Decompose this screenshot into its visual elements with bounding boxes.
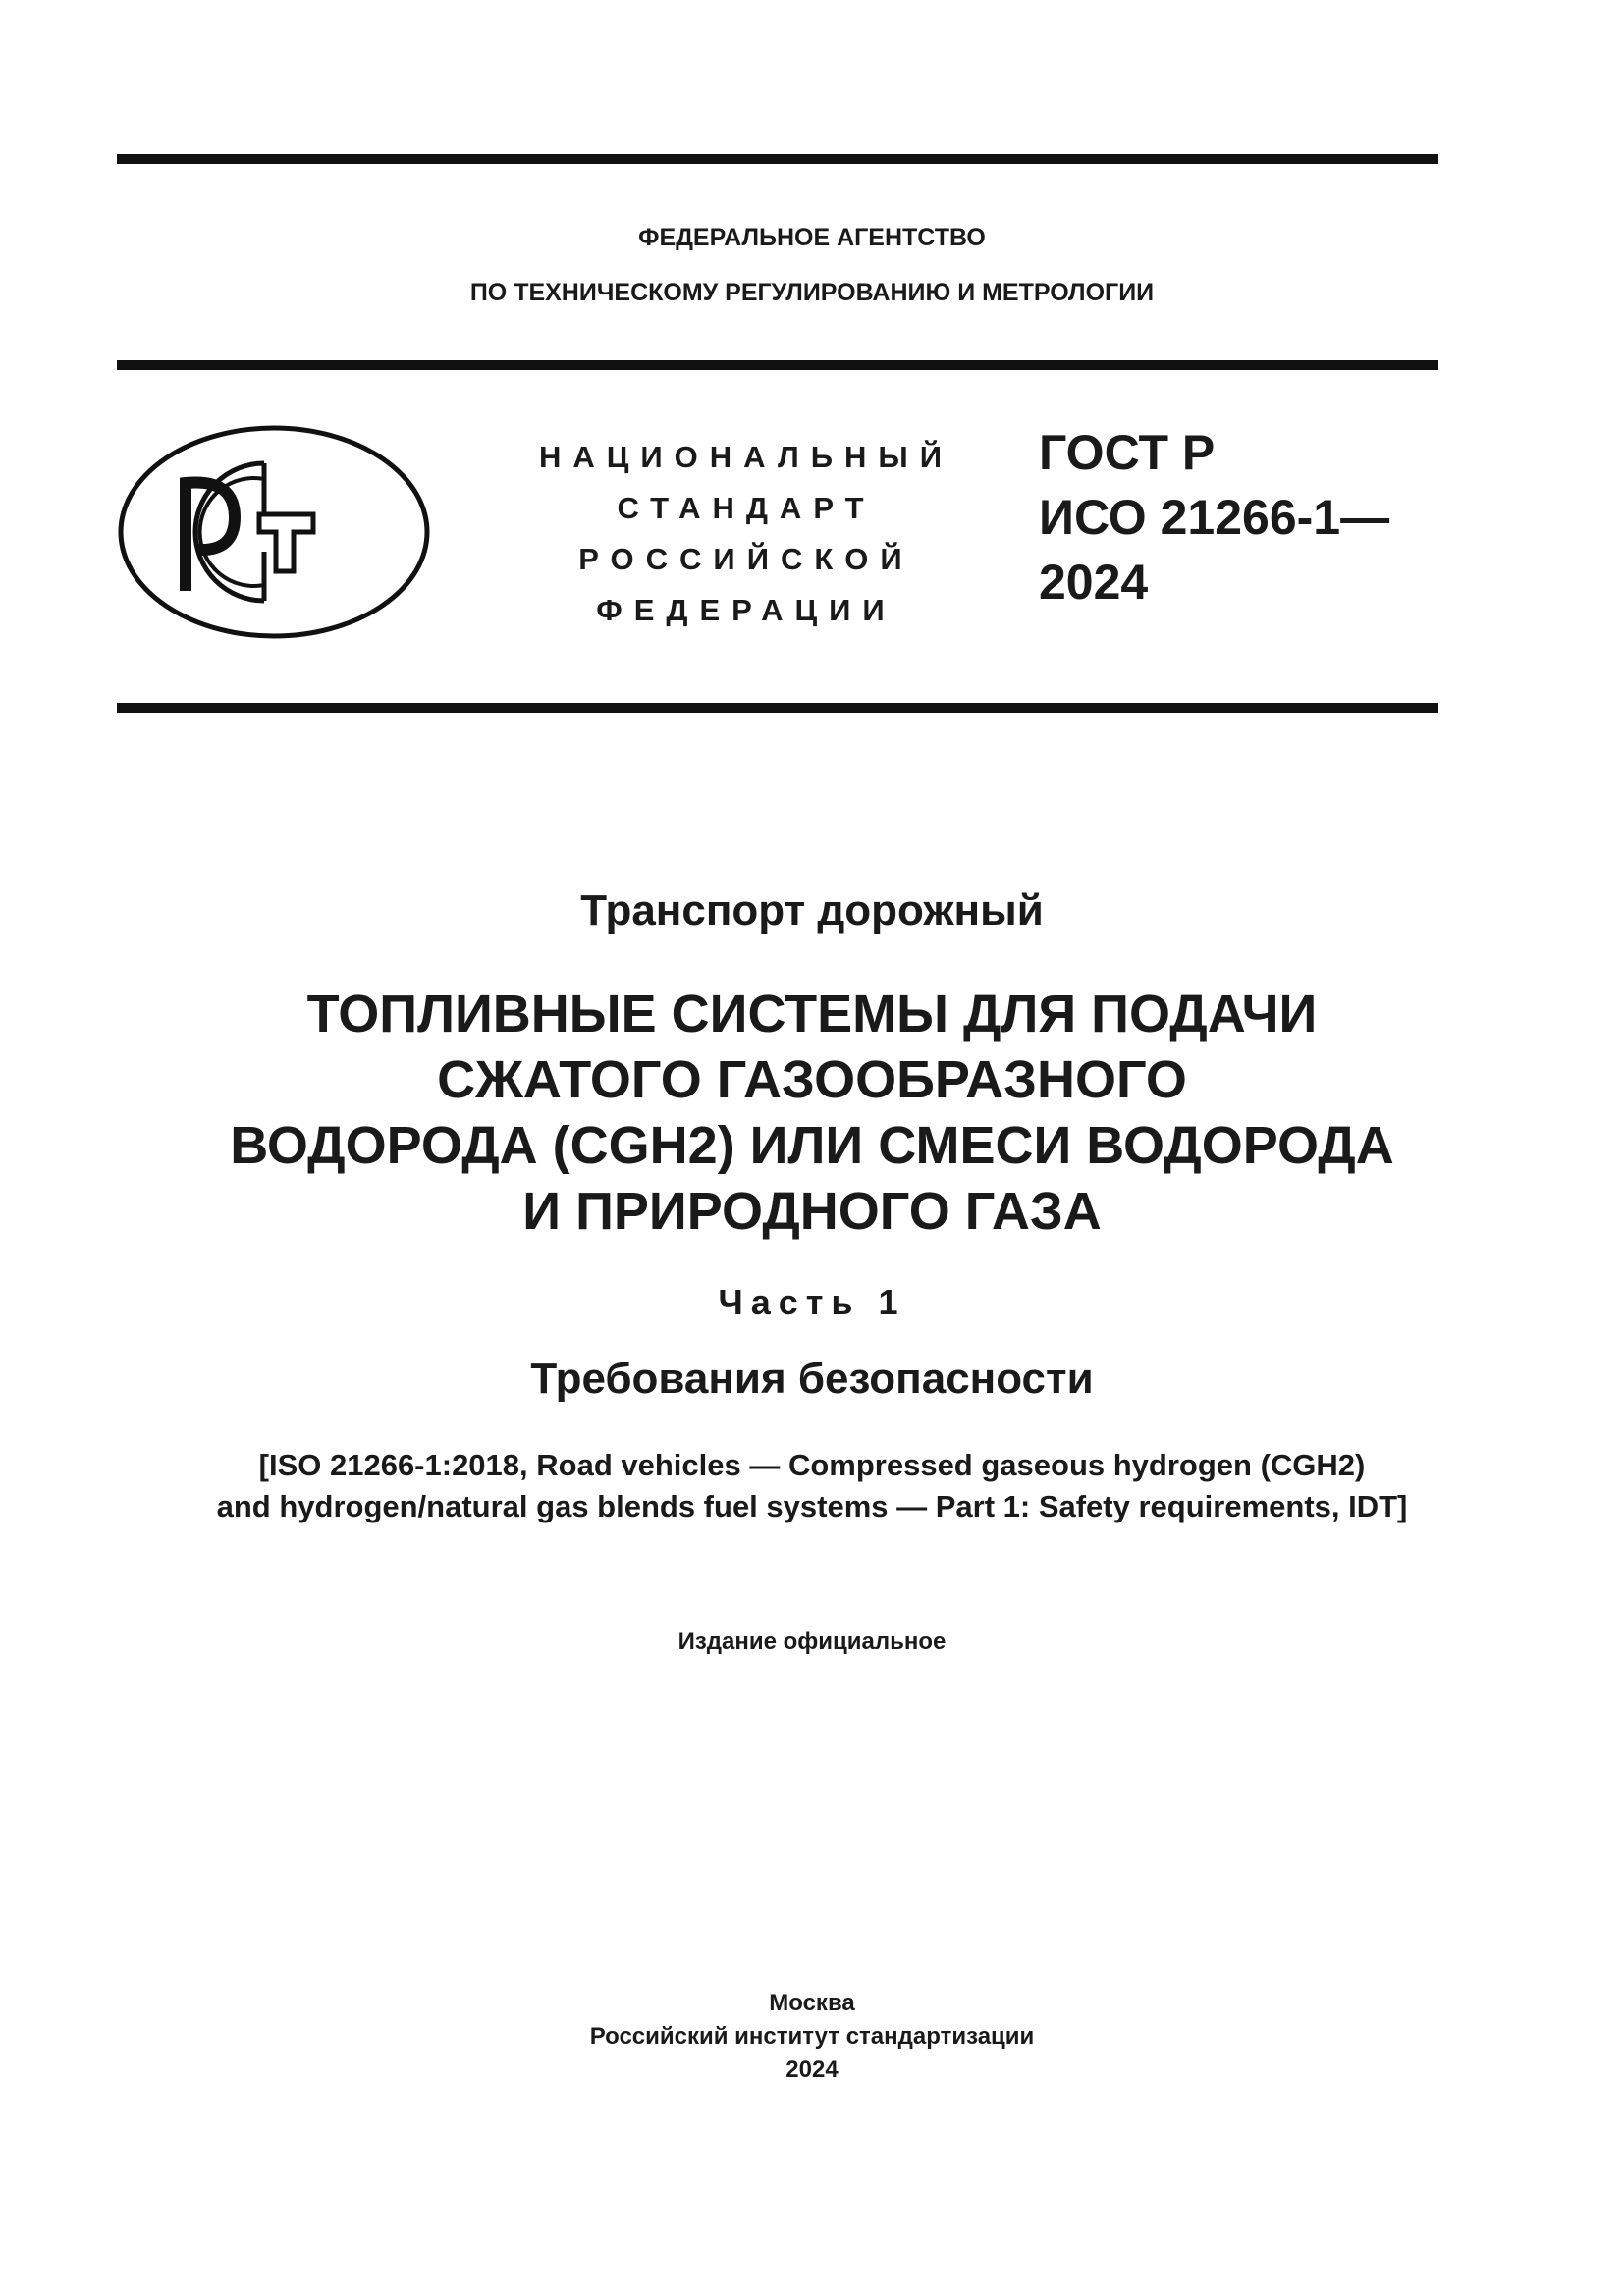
main-title: ТОПЛИВНЫЕ СИСТЕМЫ ДЛЯ ПОДАЧИ СЖАТОГО ГАЗООБРАЗНОГО ВОДОРОДА (CGH2) ИЛИ СМЕСИ ВОДОРОДА И ПРИРОДНОГО ГАЗА [230, 985, 1394, 1241]
edition: Издание официальное [677, 1629, 947, 1655]
part-title: Требования безопасности [530, 1355, 1094, 1403]
national-standard-label: НАЦИОНАЛЬНЫЙ СТАНДАРТ РОССИЙСКОЙ ФЕДЕРАЦИИ [538, 440, 954, 627]
subject: Транспорт дорожный [580, 886, 1044, 934]
bottom-rule [117, 703, 1438, 713]
mid-rule [117, 360, 1438, 370]
agency-line-2: ПО ТЕХНИЧЕСКОМУ РЕГУЛИРОВАНИЮ И МЕТРОЛОГИИ [469, 279, 1155, 306]
gost-number: ГОСТ Р ИСО 21266-1— 2024 [1039, 425, 1390, 610]
part-number: Часть 1 [718, 1282, 906, 1322]
top-rule [117, 154, 1438, 164]
iso-reference: [ISO 21266-1:2018, Road vehicles — Compressed gaseous hydrogen (CGH2) and hydrogen/natural gas blends fuel systems — Part 1: Safety requirements, IDT] [216, 1448, 1408, 1523]
agency-line-1: ФЕДЕРАЛЬНОЕ АГЕНТСТВО [638, 224, 986, 251]
rst-logo-icon [117, 424, 431, 640]
footer: Москва Российский институт стандартизации 2024 [589, 1990, 1035, 2083]
